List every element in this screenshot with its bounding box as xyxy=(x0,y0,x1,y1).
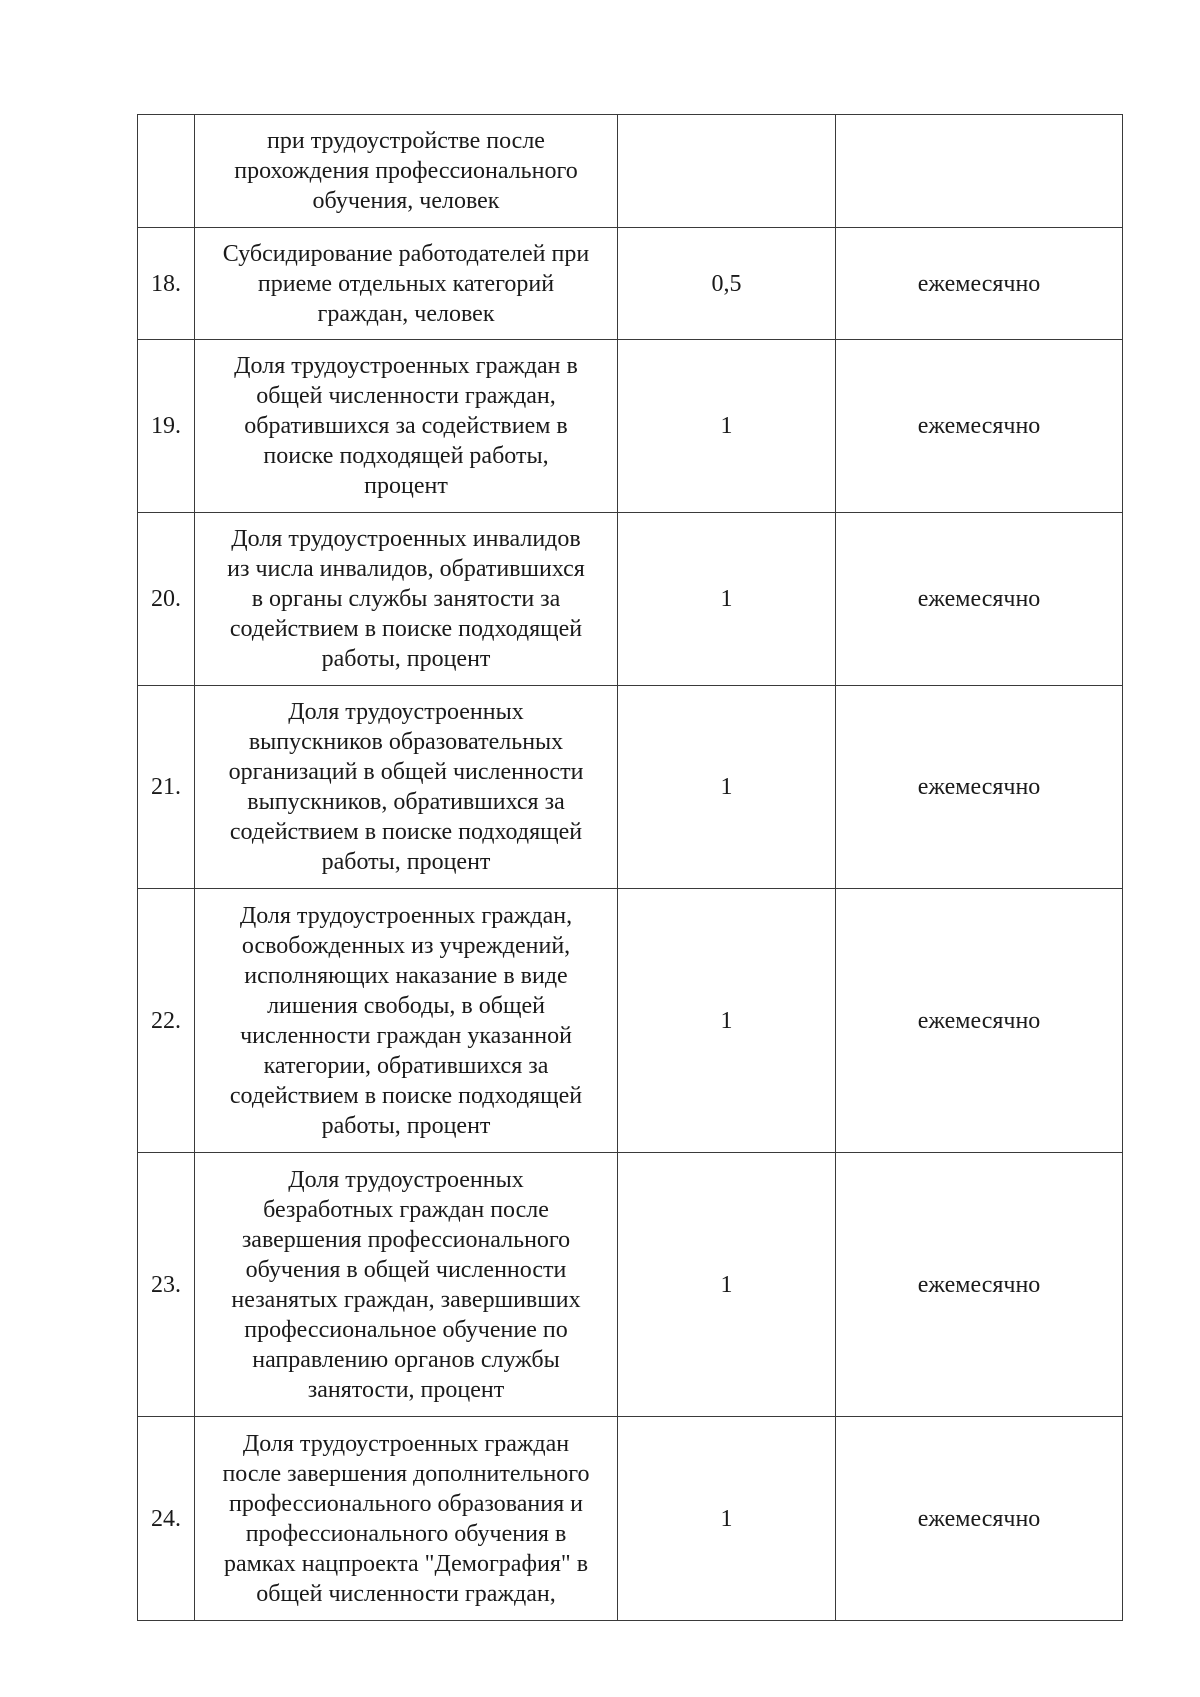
row-number-cell: 18. xyxy=(138,228,195,340)
periodicity-cell: ежемесячно xyxy=(836,228,1123,340)
indicator-value-cell: 1 xyxy=(618,340,836,513)
indicator-name-line: профессионального образования и xyxy=(229,1490,583,1517)
periodicity-cell: ежемесячно xyxy=(836,1153,1123,1417)
indicator-name-line: приеме отдельных категорий xyxy=(257,270,555,297)
table-row xyxy=(138,686,1123,889)
indicator-name-line: профессиональное обучение по xyxy=(244,1316,568,1343)
indicator-name-line: из числа инвалидов, обратившихся xyxy=(227,556,585,582)
periodicity-cell: ежемесячно xyxy=(836,1417,1123,1621)
indicator-value-cell: 1 xyxy=(618,1417,836,1621)
indicator-name-line: поиске подходящей работы, xyxy=(263,443,549,469)
periodicity-cell xyxy=(836,115,1123,228)
indicator-name-line: Доля трудоустроенных xyxy=(288,1166,524,1193)
indicator-name-line: прохождения профессионального xyxy=(234,158,578,184)
indicator-name-line: граждан, человек xyxy=(317,300,495,327)
row-number-cell: 23. xyxy=(138,1153,195,1417)
indicator-name-line: выпускников образовательных xyxy=(248,729,564,755)
indicator-value-cell: 1 xyxy=(618,1153,836,1417)
row-number-cell: 22. xyxy=(138,889,195,1153)
indicator-name-line: работы, процент xyxy=(321,646,491,672)
table-row xyxy=(138,1417,1123,1621)
indicator-value-cell: 1 xyxy=(618,513,836,686)
indicator-name-line: обратившихся за содействием в xyxy=(244,413,568,439)
indicator-name-line: содействием в поиске подходящей xyxy=(229,616,583,642)
indicator-name-line: обучения, человек xyxy=(312,188,500,214)
indicator-name-line: общей численности граждан, xyxy=(256,383,556,409)
indicator-name-line: Доля трудоустроенных граждан, xyxy=(239,902,573,929)
periodicity-cell: ежемесячно xyxy=(836,686,1123,889)
indicator-name-cell xyxy=(195,340,618,513)
indicator-value-cell: 1 xyxy=(618,686,836,889)
indicator-name-line: исполняющих наказание в виде xyxy=(244,962,568,989)
indicator-name-line: при трудоустройстве после xyxy=(267,128,545,154)
row-number-cell xyxy=(138,115,195,228)
indicator-name-line: рамках нацпроекта "Демография" в xyxy=(223,1550,589,1577)
row-number-cell: 19. xyxy=(138,340,195,513)
table-row xyxy=(138,228,1123,340)
table-row xyxy=(138,513,1123,686)
indicator-name-line: процент xyxy=(364,473,448,499)
indicator-name-line: Субсидирование работодателей при xyxy=(222,240,590,267)
indicator-name-line: Доля трудоустроенных xyxy=(288,699,524,725)
indicator-name-line: работы, процент xyxy=(321,849,491,875)
indicator-name-line: выпускников, обратившихся за xyxy=(247,789,565,815)
table-row xyxy=(138,889,1123,1153)
indicator-name-line: обучения в общей численности xyxy=(245,1256,567,1283)
indicator-name-cell xyxy=(195,115,618,228)
indicator-name-line: содействием в поиске подходящей xyxy=(229,1082,583,1109)
indicator-name-line: лишения свободы, в общей xyxy=(267,992,545,1019)
indicator-name-line: Доля трудоустроенных граждан в xyxy=(234,353,578,379)
indicator-name-line: общей численности граждан, xyxy=(256,1580,556,1607)
indicator-name-cell xyxy=(195,889,618,1153)
indicator-name-line: после завершения дополнительного xyxy=(222,1460,590,1487)
indicator-name-line: Доля трудоустроенных инвалидов xyxy=(231,526,581,552)
row-number-cell: 24. xyxy=(138,1417,195,1621)
indicator-name-line: работы, процент xyxy=(321,1112,491,1139)
indicator-name-line: Доля трудоустроенных граждан xyxy=(242,1430,570,1457)
indicator-name-line: безработных граждан после xyxy=(263,1196,549,1223)
indicator-name-cell xyxy=(195,686,618,889)
indicator-value-cell xyxy=(618,115,836,228)
periodicity-cell: ежемесячно xyxy=(836,340,1123,513)
indicators-table xyxy=(137,114,1123,1621)
indicator-name-cell xyxy=(195,1417,618,1621)
indicator-name-line: категории, обратившихся за xyxy=(263,1052,549,1079)
indicator-name-line: завершения профессионального xyxy=(241,1226,571,1253)
table-row xyxy=(138,1153,1123,1417)
indicator-name-line: занятости, процент xyxy=(307,1376,505,1403)
indicator-value-cell: 0,5 xyxy=(618,228,836,340)
row-number-cell: 20. xyxy=(138,513,195,686)
periodicity-cell: ежемесячно xyxy=(836,889,1123,1153)
indicator-name-line: в органы службы занятости за xyxy=(251,586,561,612)
periodicity-cell: ежемесячно xyxy=(836,513,1123,686)
indicator-name-line: освобожденных из учреждений, xyxy=(241,932,571,959)
indicator-value-cell: 1 xyxy=(618,889,836,1153)
table-row xyxy=(138,115,1123,228)
indicator-name-line: численности граждан указанной xyxy=(240,1022,572,1049)
indicator-name-line: организаций в общей численности xyxy=(228,759,584,785)
indicator-name-line: направлению органов службы xyxy=(252,1346,560,1373)
row-number-cell: 21. xyxy=(138,686,195,889)
indicator-name-line: профессионального обучения в xyxy=(245,1520,567,1547)
indicator-name-cell xyxy=(195,228,618,340)
table-body xyxy=(138,115,1123,1621)
indicator-name-cell xyxy=(195,1153,618,1417)
indicator-name-line: незанятых граждан, завершивших xyxy=(231,1286,581,1313)
indicator-name-line: содействием в поиске подходящей xyxy=(229,819,583,845)
indicator-name-cell xyxy=(195,513,618,686)
table-row xyxy=(138,340,1123,513)
